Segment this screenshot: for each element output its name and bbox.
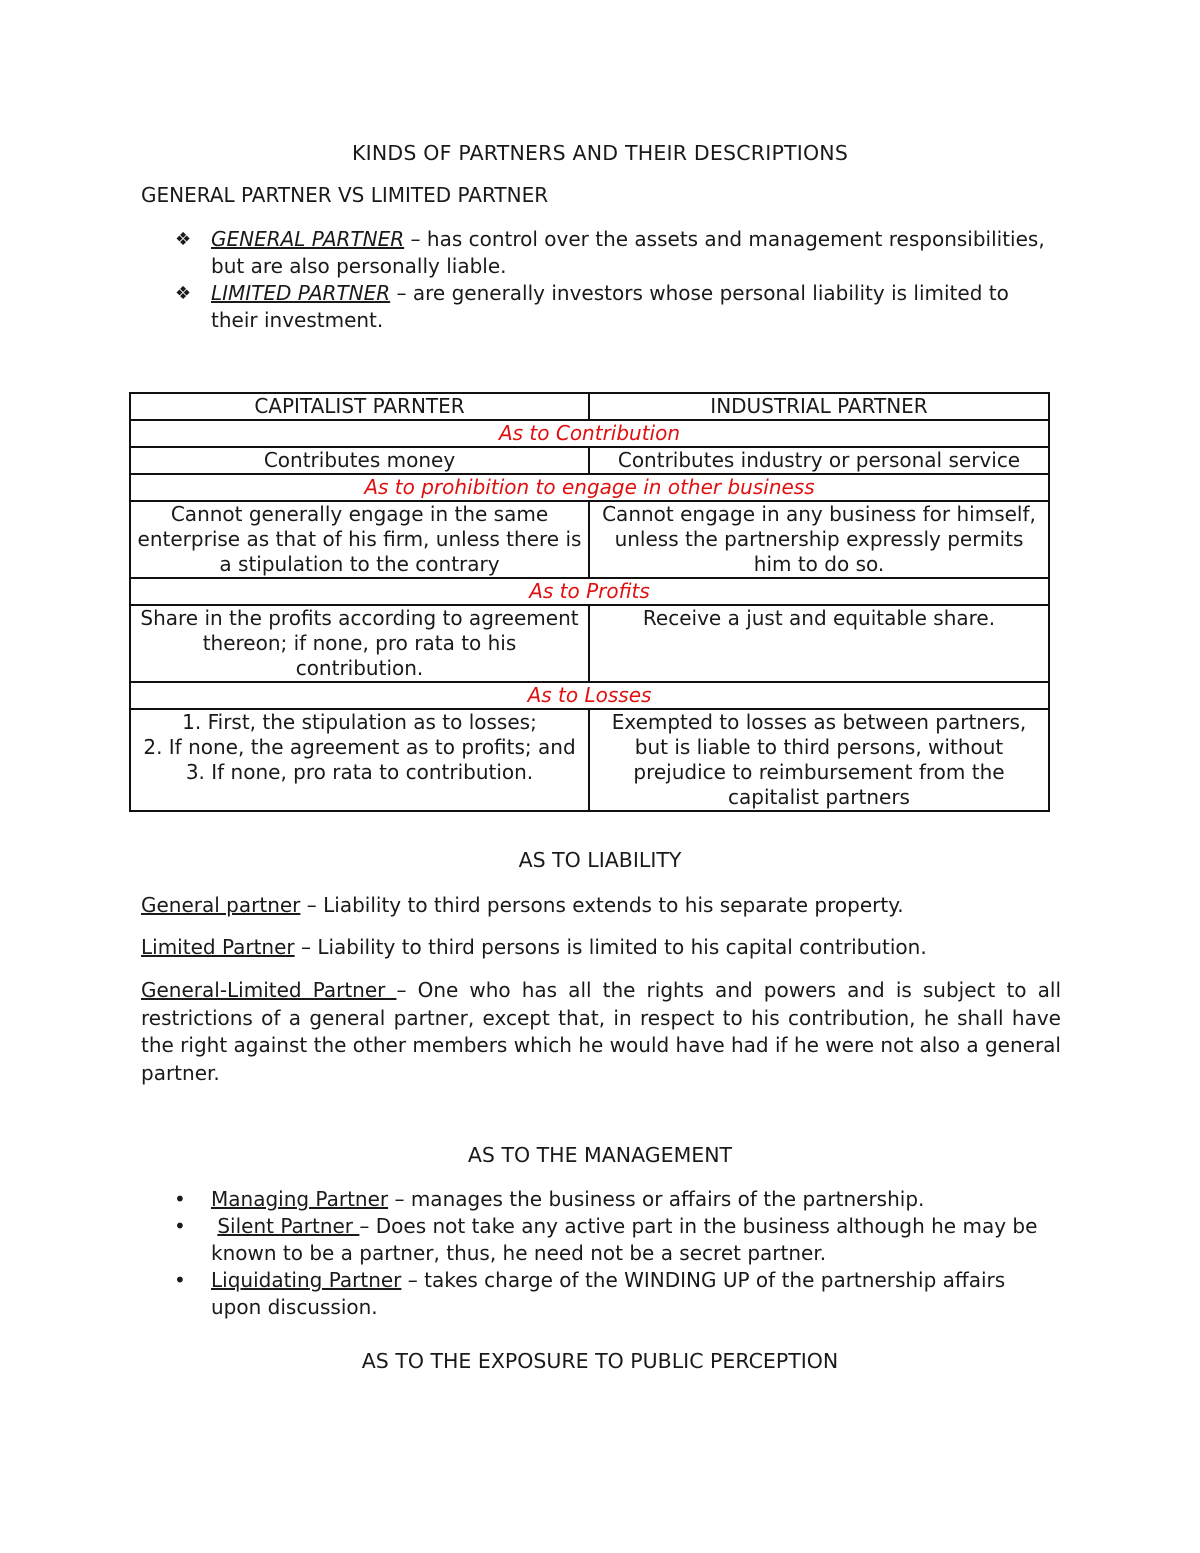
table-cell: Share in the profits according to agreement thereon; if none, pro rata to his contribution. <box>130 605 589 682</box>
table-cell: Receive a just and equitable share. <box>589 605 1049 682</box>
section-label-contribution: As to Contribution <box>130 420 1049 447</box>
list-item <box>141 226 1061 280</box>
list-item-term: GENERAL PARTNER <box>211 227 405 251</box>
list-item-text: – are generally investors whose personal liability is limited to their investment. <box>211 281 1009 332</box>
liability-paragraph <box>141 892 1061 920</box>
bullet-icon: • <box>174 1214 186 1238</box>
column-header-capitalist: CAPITALIST PARNTER <box>130 393 589 420</box>
list-item: 2. If none, the agreement as to profits; and <box>143 735 576 759</box>
list-item: 1. First, the stipulation as to losses; <box>182 710 537 734</box>
table-row <box>130 501 1049 578</box>
table-row <box>130 709 1049 811</box>
section-label-prohibition: As to prohibition to engage in other business <box>130 474 1049 501</box>
section-heading-general-vs-limited: GENERAL PARTNER VS LIMITED PARTNER <box>141 183 549 207</box>
table-section-row <box>130 474 1049 501</box>
table-cell: Exempted to losses as between partners, but is liable to third persons, without prejudice to reimbursement from the capitalist partners <box>589 709 1049 811</box>
table-row <box>130 447 1049 474</box>
list-item-text: – Does not take any active part in the business although he may be known to be a partner, thus, he need not be a secret partner. <box>211 1214 1038 1265</box>
paragraph-term: Limited Partner <box>141 935 295 959</box>
paragraph-term: General-Limited Partner <box>141 978 397 1002</box>
paragraph-text: – Liability to third persons is limited to his capital contribution. <box>294 935 927 959</box>
partner-comparison-table <box>129 392 1050 812</box>
bullet-icon: • <box>174 1187 186 1211</box>
paragraph-term: General partner <box>141 893 301 917</box>
table-row <box>130 605 1049 682</box>
list-item-text: – has control over the assets and management responsibilities, but are also personally liable. <box>211 227 1045 278</box>
liability-paragraph <box>141 934 1061 962</box>
list-item-text: – manages the business or affairs of the partnership. <box>388 1187 925 1211</box>
list-item-term: LIMITED PARTNER <box>211 281 391 305</box>
diamond-bullet-icon: ❖ <box>175 283 192 304</box>
liability-paragraph <box>141 977 1061 1087</box>
general-vs-limited-list <box>141 226 1061 334</box>
document-title: KINDS OF PARTNERS AND THEIR DESCRIPTIONS <box>351 141 849 165</box>
section-label-losses: As to Losses <box>130 682 1049 709</box>
bullet-icon: • <box>174 1268 186 1292</box>
section-label-profits: As to Profits <box>130 578 1049 605</box>
losses-order-list <box>137 710 582 785</box>
list-item <box>141 280 1061 334</box>
paragraph-text: – One who has all the rights and powers and is subject to all restrictions of a general partner, except that, in respect to his contribution, he shall have the right against the other members which he would have had if he were not also a general partner. <box>141 978 1062 1085</box>
table-section-row <box>130 420 1049 447</box>
diamond-bullet-icon: ❖ <box>175 229 192 250</box>
table-header-row <box>130 393 1049 420</box>
section-heading-liability: AS TO LIABILITY <box>518 848 682 872</box>
table-section-row <box>130 682 1049 709</box>
list-item-term: Silent Partner <box>217 1214 360 1238</box>
table-cell: Cannot generally engage in the same enterprise as that of his firm, unless there is a stipulation to the contrary <box>130 501 589 578</box>
list-item <box>141 1186 1061 1213</box>
table-cell <box>130 709 589 811</box>
table-cell: Contributes money <box>130 447 589 474</box>
paragraph-text: – Liability to third persons extends to his separate property. <box>300 893 904 917</box>
table-cell: Cannot engage in any business for himself, unless the partnership expressly permits him to do so. <box>589 501 1049 578</box>
list-item-term: Managing Partner <box>211 1187 389 1211</box>
list-item-text: – takes charge of the WINDING UP of the partnership affairs upon discussion. <box>211 1268 1006 1319</box>
column-header-industrial: INDUSTRIAL PARTNER <box>589 393 1049 420</box>
list-item <box>141 1267 1061 1321</box>
list-item: 3. If none, pro rata to contribution. <box>185 760 534 784</box>
list-item-term: Liquidating Partner <box>211 1268 402 1292</box>
section-heading-exposure: AS TO THE EXPOSURE TO PUBLIC PERCEPTION <box>361 1349 839 1373</box>
table-section-row <box>130 578 1049 605</box>
list-item <box>141 1213 1061 1267</box>
section-heading-management: AS TO THE MANAGEMENT <box>467 1143 733 1167</box>
management-list <box>141 1186 1061 1321</box>
table-cell: Contributes industry or personal service <box>589 447 1049 474</box>
